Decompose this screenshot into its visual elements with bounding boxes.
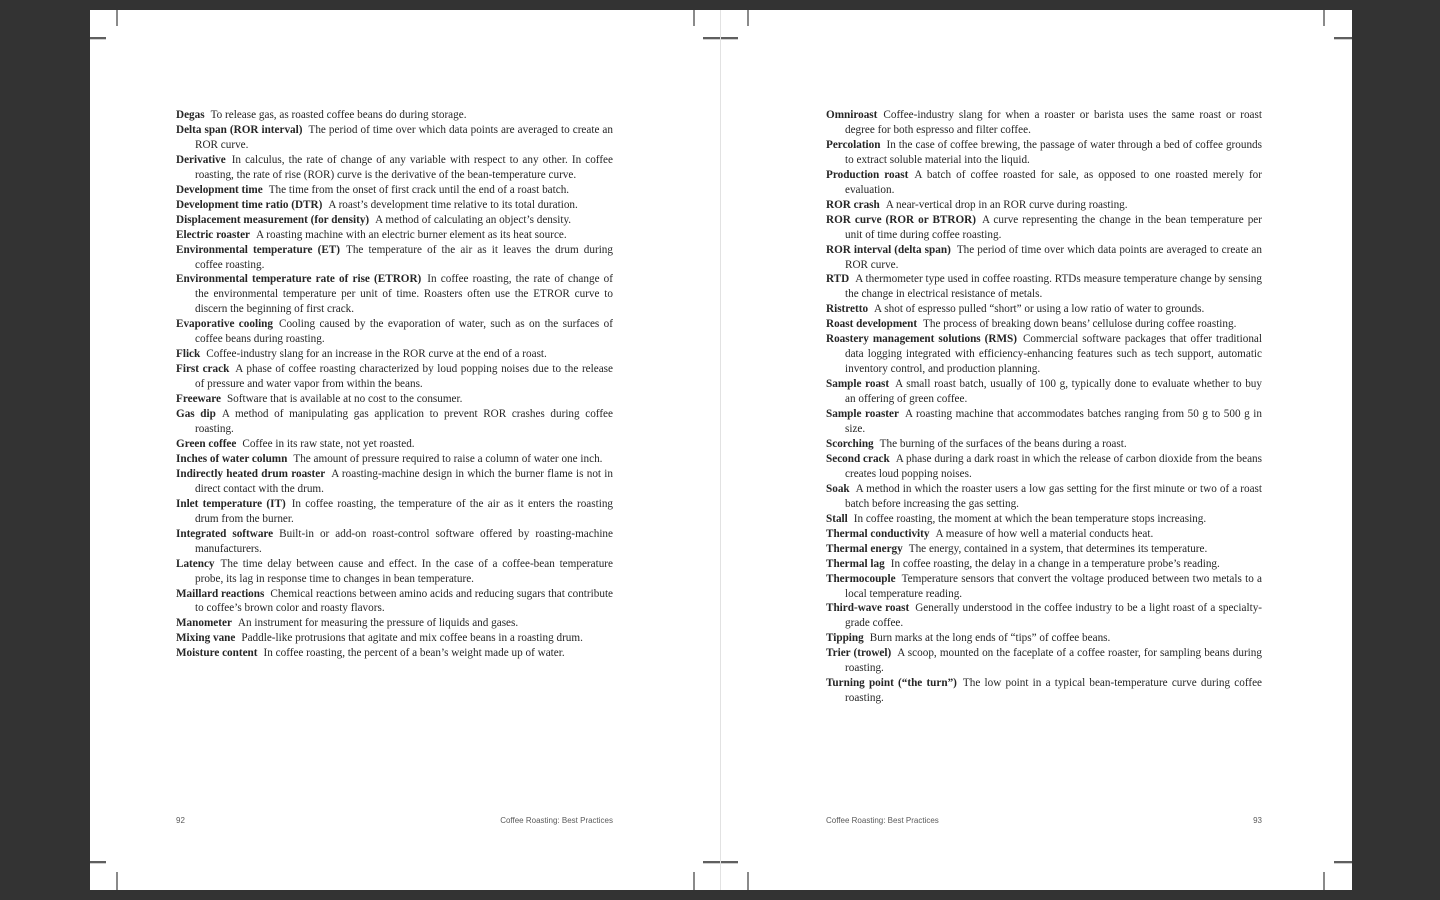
glossary-term: Freeware [176, 393, 221, 406]
glossary-definition: A phase during a dark roast in which the release of carbon dioxide from the beans creates loud popping noises. [845, 452, 1262, 480]
glossary-term: Roast development [826, 318, 918, 331]
glossary-term: ROR curve (ROR or BTROR) [826, 213, 976, 226]
glossary-definition: The period of time over which data points are averaged to create an ROR curve. [845, 243, 1262, 271]
glossary-term: Development time [176, 183, 263, 196]
glossary-definition: Cooling caused by the evaporation of water, such as on the surfaces of coffee beans during roasting. [195, 318, 613, 346]
glossary-term: ROR interval (delta span) [826, 243, 951, 256]
glossary-term: Flick [176, 348, 201, 361]
glossary-definition: A curve representing the change in the bean temperature per unit of time during coffee roasting. [845, 213, 1263, 241]
glossary-definition: A measure of how well a material conducts heat. [935, 527, 1154, 540]
glossary-entry [176, 646, 613, 661]
glossary-entry [826, 198, 1262, 213]
glossary-entry [826, 437, 1262, 452]
glossary-entry [176, 183, 613, 198]
glossary-definition: Software that is available at no cost to the consumer. [226, 393, 463, 406]
page-92 [90, 10, 720, 890]
glossary-entry [826, 108, 1262, 138]
glossary-term: Thermocouple [826, 572, 896, 585]
glossary-column-right [826, 108, 1262, 706]
glossary-definition: A method of manipulating gas application to prevent ROR crashes during coffee roasting. [195, 408, 613, 436]
glossary-term: Ristretto [826, 303, 869, 316]
glossary-term: Turning point (“the turn”) [826, 677, 957, 690]
glossary-definition: A roast’s development time relative to its total duration. [328, 198, 578, 211]
glossary-entry [176, 497, 613, 527]
glossary-entry [826, 631, 1262, 646]
glossary-entry [826, 332, 1262, 377]
glossary-entry [176, 392, 613, 407]
glossary-term: Displacement measurement (for density) [176, 213, 370, 226]
glossary-term: Integrated software [176, 527, 274, 540]
book-spread [90, 10, 1352, 890]
glossary-entry [176, 198, 613, 213]
glossary-term: Stall [826, 512, 848, 525]
glossary-entry [826, 646, 1262, 676]
glossary-term: Environmental temperature rate of rise (ETROR) [176, 273, 422, 286]
glossary-definition: A near-vertical drop in an ROR curve during roasting. [885, 198, 1128, 211]
glossary-entry [826, 317, 1262, 332]
page-footer-right [826, 816, 1262, 825]
glossary-definition: The period of time over which data points are averaged to create an ROR curve. [195, 123, 613, 151]
glossary-term: Sample roaster [826, 408, 899, 421]
glossary-entry [176, 153, 613, 183]
glossary-entry [826, 572, 1262, 602]
glossary-entry [176, 587, 613, 617]
glossary-term: Evaporative cooling [176, 318, 273, 331]
glossary-entry [826, 407, 1262, 437]
glossary-entry [176, 228, 613, 243]
running-title: Coffee Roasting: Best Practices [500, 816, 613, 825]
glossary-entry [176, 407, 613, 437]
glossary-definition: To release gas, as roasted coffee beans do during storage. [210, 109, 467, 121]
page-number: 92 [176, 816, 185, 825]
glossary-column-left [176, 108, 613, 661]
page-93 [720, 10, 1352, 890]
glossary-entry [176, 362, 613, 392]
glossary-entry [826, 512, 1262, 527]
running-title: Coffee Roasting: Best Practices [826, 816, 939, 825]
glossary-term: ROR crash [826, 198, 880, 211]
page-number: 93 [1253, 816, 1262, 825]
glossary-entry [176, 317, 613, 347]
glossary-term: First crack [176, 363, 230, 376]
glossary-term: Maillard reactions [176, 587, 265, 600]
glossary-entry [176, 452, 613, 467]
glossary-definition: In coffee roasting, the moment at which the bean temperature stops increasing. [853, 512, 1207, 525]
glossary-definition: In coffee roasting, the percent of a bean’s weight made up of water. [263, 647, 565, 660]
glossary-definition: A method in which the roaster users a low gas setting for the first minute or two of a roast batch before increasing the gas setting. [845, 482, 1262, 510]
glossary-term: Moisture content [176, 647, 258, 660]
glossary-term: Percolation [826, 138, 881, 151]
glossary-term: Thermal conductivity [826, 527, 930, 540]
page-footer-left [176, 816, 613, 825]
glossary-term: Tipping [826, 632, 864, 645]
glossary-term: Development time ratio (DTR) [176, 198, 323, 211]
glossary-entry [176, 123, 613, 153]
glossary-definition: The amount of pressure required to raise a column of water one inch. [293, 452, 603, 465]
glossary-definition: Coffee-industry slang for an increase in the ROR curve at the end of a roast. [206, 348, 547, 361]
glossary-definition: In the case of coffee brewing, the passage of water through a bed of coffee grounds to extract soluble material into the liquid. [845, 138, 1262, 166]
glossary-term: Mixing vane [176, 632, 236, 645]
glossary-entry [826, 527, 1262, 542]
glossary-term: Gas dip [176, 408, 216, 421]
glossary-term: Second crack [826, 452, 890, 465]
glossary-entry [826, 302, 1262, 317]
glossary-entry [826, 168, 1262, 198]
glossary-definition: Burn marks at the long ends of “tips” of coffee beans. [869, 632, 1111, 645]
glossary-entry [176, 272, 613, 317]
glossary-term: Green coffee [176, 437, 237, 450]
glossary-term: Sample roast [826, 378, 890, 391]
glossary-definition: A method of calculating an object’s density. [375, 213, 572, 226]
glossary-term: Delta span (ROR interval) [176, 123, 303, 136]
glossary-entry [826, 542, 1262, 557]
glossary-definition: In coffee roasting, the rate of change of the environmental temperature per unit of time. Roasters often use the ETROR curve to discern the beginning of first crack. [195, 273, 614, 316]
glossary-term: Inches of water column [176, 452, 288, 465]
glossary-definition: The low point in a typical bean-temperature curve during coffee roasting. [845, 677, 1263, 705]
glossary-definition: The energy, contained in a system, that determines its temperature. [908, 542, 1208, 555]
glossary-term: Indirectly heated drum roaster [176, 467, 326, 480]
glossary-definition: Coffee in its raw state, not yet roasted. [242, 437, 415, 450]
glossary-definition: A roasting machine that accommodates batches ranging from 50 g to 500 g in size. [845, 408, 1262, 436]
glossary-term: Soak [826, 482, 850, 495]
glossary-definition: The temperature of the air as it leaves the drum during coffee roasting. [195, 243, 613, 271]
glossary-entry [176, 616, 613, 631]
glossary-entry [826, 676, 1262, 706]
glossary-term: Environmental temperature (ET) [176, 243, 340, 256]
glossary-term: Manometer [176, 617, 232, 630]
glossary-definition: A scoop, mounted on the faceplate of a coffee roaster, for sampling beans during roasting. [845, 647, 1262, 675]
glossary-entry [826, 377, 1262, 407]
glossary-definition: Temperature sensors that convert the voltage produced between two metals to a local temperature reading. [845, 572, 1262, 600]
glossary-entry [176, 437, 613, 452]
glossary-term: Degas [176, 109, 205, 121]
glossary-definition: The time from the onset of first crack until the end of a roast batch. [268, 183, 570, 196]
glossary-definition: A batch of coffee roasted for sale, as opposed to one roasted merely for evaluation. [845, 168, 1262, 196]
glossary-definition: A thermometer type used in coffee roasting. RTDs measure temperature change by sensing the change in electrical resistance of metals. [845, 273, 1262, 301]
glossary-term: Scorching [826, 437, 874, 450]
glossary-entry [176, 631, 613, 646]
glossary-term: Third-wave roast [826, 602, 910, 615]
glossary-entry [176, 108, 613, 123]
glossary-entry [176, 347, 613, 362]
glossary-entry [826, 138, 1262, 168]
glossary-definition: In coffee roasting, the temperature of the air as it enters the roasting drum from the burner. [195, 497, 614, 525]
glossary-entry [826, 452, 1262, 482]
glossary-term: Production roast [826, 168, 909, 181]
glossary-entry [826, 272, 1262, 302]
glossary-term: Roastery management solutions (RMS) [826, 333, 1017, 346]
glossary-term: Latency [176, 557, 215, 570]
glossary-definition: Generally understood in the coffee industry to be a light roast of a specialty-grade coffee. [845, 602, 1263, 630]
glossary-entry [176, 527, 613, 557]
glossary-definition: The burning of the surfaces of the beans during a roast. [879, 437, 1127, 450]
glossary-definition: In calculus, the rate of change of any variable with respect to any other. In coffee roasting, the rate of rise (ROR) curve is the derivative of the bean-temperature curve. [195, 153, 613, 181]
glossary-entry [826, 482, 1262, 512]
glossary-definition: In coffee roasting, the delay in a change in a temperature probe’s reading. [890, 557, 1220, 570]
glossary-definition: A shot of espresso pulled “short” or using a low ratio of water to grounds. [874, 303, 1205, 316]
glossary-definition: Paddle-like protrusions that agitate and mix coffee beans in a roasting drum. [241, 632, 583, 645]
glossary-entry [176, 243, 613, 273]
glossary-definition: A phase of coffee roasting characterized by loud popping noises due to the release of pressure and water vapor from within the beans. [195, 363, 613, 391]
glossary-term: RTD [826, 273, 850, 286]
glossary-term: Omniroast [826, 109, 878, 121]
glossary-term: Trier (trowel) [826, 647, 892, 660]
glossary-entry [826, 601, 1262, 631]
glossary-definition: Built-in or add-on roast-control software offered by roasting-machine manufacturers. [195, 527, 613, 555]
glossary-entry [176, 213, 613, 228]
glossary-entry [176, 557, 613, 587]
glossary-term: Derivative [176, 153, 226, 166]
glossary-term: Inlet temperature (IT) [176, 497, 286, 510]
glossary-entry [176, 467, 613, 497]
glossary-definition: A roasting machine with an electric burner element as its heat source. [256, 228, 567, 241]
glossary-definition: Chemical reactions between amino acids and reducing sugars that contribute to coffee’s brown color and roasty flavors. [195, 587, 614, 615]
glossary-definition: Commercial software packages that offer traditional data logging integrated with efficiency-enhancing features such as tech support, automatic inventory control, and production planning. [845, 333, 1262, 376]
glossary-definition: An instrument for measuring the pressure of liquids and gases. [237, 617, 519, 630]
glossary-definition: The time delay between cause and effect. In the case of a coffee-bean temperature probe, its lag in response time to changes in bean temperature. [195, 557, 613, 585]
glossary-term: Thermal lag [826, 557, 885, 570]
glossary-definition: Coffee-industry slang for when a roaster or barista uses the same roast or roast degree for both espresso and filter coffee. [845, 109, 1262, 136]
glossary-definition: A small roast batch, usually of 100 g, typically done to evaluate whether to buy an offering of green coffee. [845, 378, 1262, 406]
glossary-term: Electric roaster [176, 228, 251, 241]
glossary-entry [826, 557, 1262, 572]
glossary-definition: The process of breaking down beans’ cellulose during coffee roasting. [923, 318, 1237, 331]
glossary-entry [826, 213, 1262, 243]
glossary-entry [826, 243, 1262, 273]
glossary-definition: A roasting-machine design in which the burner flame is not in direct contact with the drum. [195, 467, 613, 495]
glossary-term: Thermal energy [826, 542, 903, 555]
